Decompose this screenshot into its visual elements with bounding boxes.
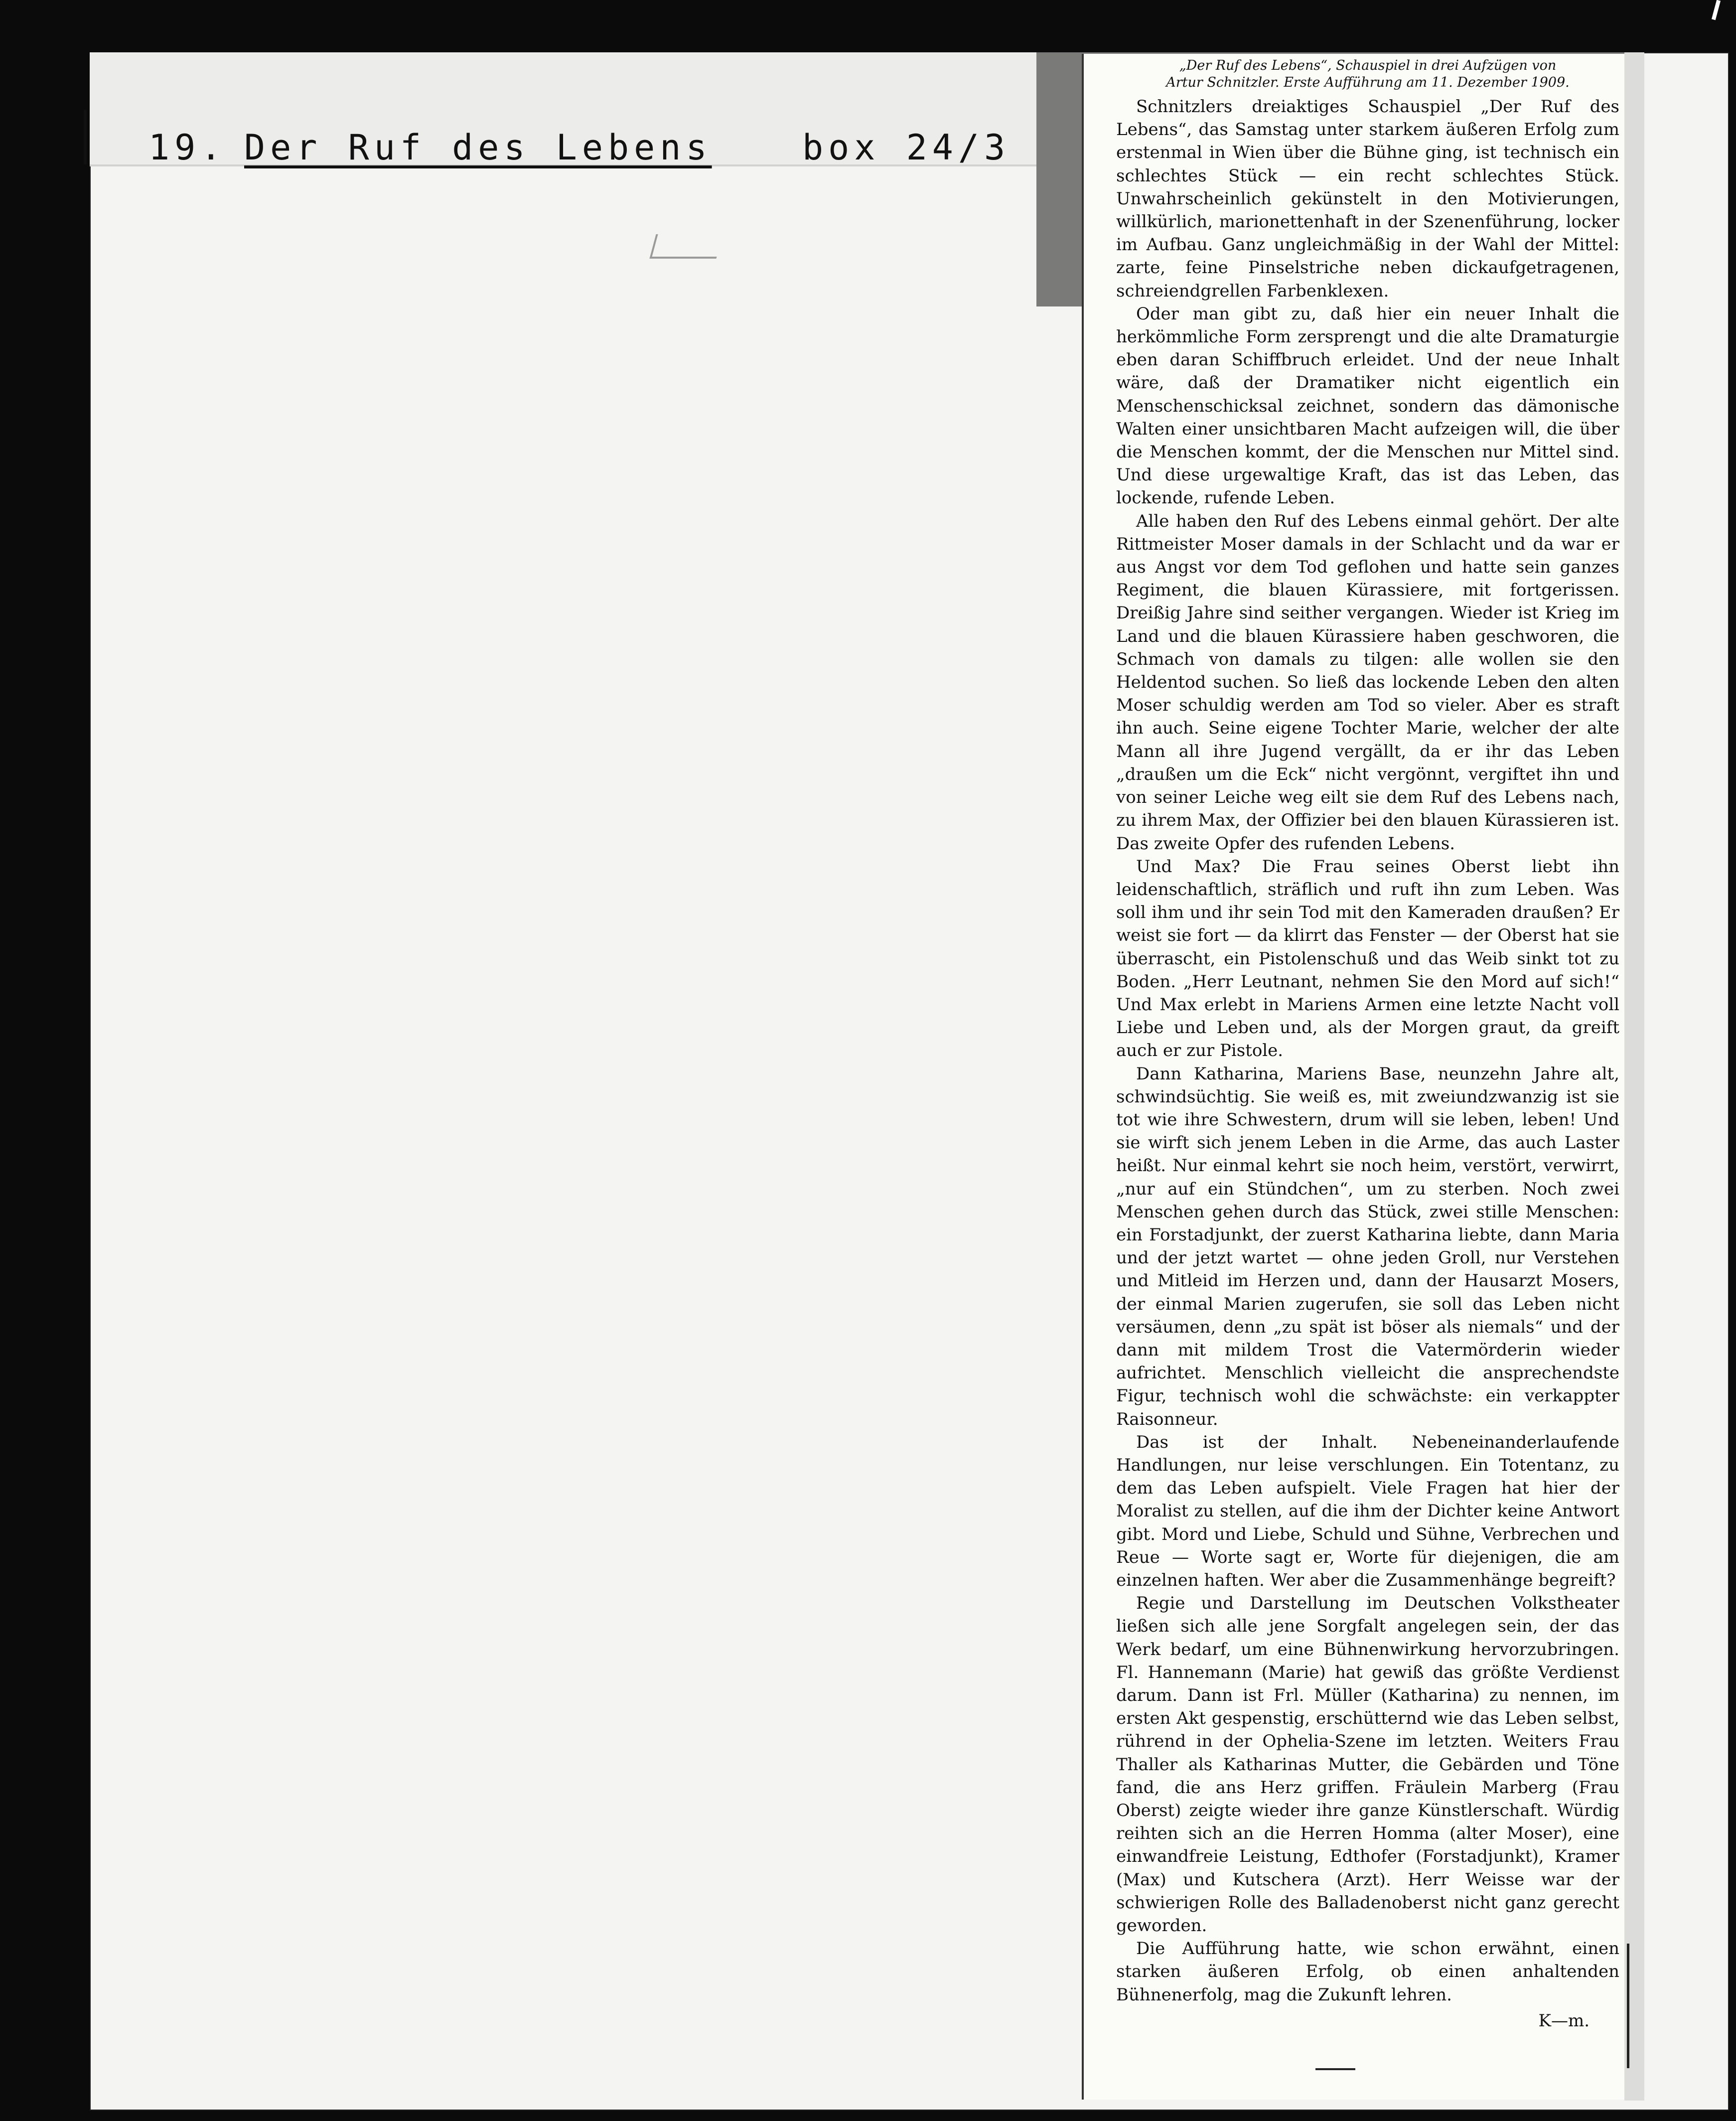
box-label: box 24/3 <box>802 127 1011 168</box>
review-paragraph: Dann Katharina, Mariens Base, neunzehn Jahre alt, schwindsüchtig. Sie weiß es, mit zweiundzwanzig ist sie tot wie ihre Schwestern, drum will sie leben, leben! Und sie wirft sich jenem Leben in die Arme, das auch Laster heißt. Nur einmal kehrt sie noch heim, verstört, verwirrt, „nur auf ein Stündchen“, um zu sterben. Noch zwei Menschen gehen durch das Stück, zwei stille Menschen: ein Forstadjunkt, der zuerst Katharina liebte, dann Maria und der jetzt wartet — ohne jeden Groll, nur Verstehen und Mitleid im Herzen und, dann der Hausarzt Mosers, der einmal Marien zugerufen, sie soll das Leben nicht versäumen, denn „zu spät ist böser als niemals“ und der dann mit mildem Trost die Vatermörderin wieder aufrichtet. Menschlich vielleicht die ansprechendste Figur, technisch wohl die schwächste: ein verkappter Raisonneur. <box>1116 1063 1619 1429</box>
pencil-mark <box>649 234 723 259</box>
clipping-text <box>1116 57 1619 2051</box>
bottom-rule <box>1315 2068 1355 2070</box>
side-rule <box>1627 1944 1629 2068</box>
header-tick-mark <box>84 110 87 164</box>
review-paragraph: Oder man gibt zu, daß hier ein neuer Inhalt die herkömmliche Form zersprengt und die alte Dramaturgie eben daran Schiffbruch erleidet. Und der neue Inhalt wäre, daß der Dramatiker nicht eigentlich ein Menschenschicksal zeichnet, sondern das dämonische Walten einer unsichtbaren Macht aufzeigen will, die über die Menschen kommt, der die Menschen nur Mittel sind. Und diese urgewaltige Kraft, das ist das Leben, das lockende, rufende Leben. <box>1116 303 1619 508</box>
review-signature: K—m. <box>1538 2010 1590 2031</box>
clipping-edge <box>1624 52 1644 2101</box>
edge-mark <box>1712 0 1721 20</box>
archive-header <box>140 127 1021 168</box>
clipping-heading-line: Artur Schnitzler. Erste Aufführung am 11. Dezember 1909. <box>1166 75 1570 90</box>
signature-row <box>1116 2009 1619 2032</box>
review-paragraph: Regie und Darstellung im Deutschen Volkstheater ließen sich alle jene Sorgfalt angelegen sein, der das Werk bedarf, um eine Bühnenwirkung hervorzubringen. Fl. Hannemann (Marie) hat gewiß das größte Verdienst darum. Dann ist Frl. Müller (Katharina) zu nennen, im ersten Akt gespenstig, erschütternd wie das Leben selbst, rührend in der Ophelia-Szene im letzten. Weiters Frau Thaller als Katharinas Mutter, die Gebärden und Töne fand, die ans Herz griffen. Fräulein Marberg (Frau Oberst) zeigte wieder ihre ganze Künstlerschaft. Würdig reihten sich an die Herren Homma (alter Moser), eine einwandfreie Leistung, Edthofer (Forstadjunkt), Kramer (Max) und Kutschera (Arzt). Herr Weisse war der schwierigen Rolle des Balladenoberst nicht ganz gerecht geworden. <box>1116 1593 1619 1936</box>
work-title: Der Ruf des Lebens <box>244 127 712 168</box>
review-paragraph: Das ist der Inhalt. Nebeneinanderlaufende Handlungen, nur leise verschlungen. Ein Totentanz, zu dem das Leben aufspielt. Viele Fragen hat hier der Moralist zu stellen, auf die ihm der Dichter keine Antwort gibt. Mord und Liebe, Schuld und Sühne, Verbrechen und Reue — Worte sagt er, Worte für diejenigen, die am einzelnen haften. Wer aber die Zusammenhänge begreift? <box>1116 1432 1619 1590</box>
clipping-heading-line: „Der Ruf des Lebens“, Schauspiel in drei Aufzügen von <box>1179 58 1557 73</box>
review-paragraph: Schnitzlers dreiaktiges Schauspiel „Der Ruf des Lebens“, das Samstag unter starkem äußeren Erfolg zum erstenmal in Wien über die Bühne ging, ist technisch ein schlechtes Stück — ein recht schlechtes Stück. Unwahrscheinlich gekünstelt in den Motivierungen, willkürlich, marionettenhaft in der Szenenführung, locker im Aufbau. Ganz ungleichmäßig in der Wahl der Mittel: zarte, feine Pinselstriche neben dickaufgetragenen, schreiendgrellen Farbenklexen. <box>1116 97 1619 301</box>
review-paragraph: Alle haben den Ruf des Lebens einmal gehört. Der alte Rittmeister Moser damals in der Schlacht und da war er aus Angst vor dem Tod geflohen und hatte sein ganzes Regiment, die blauen Kürassiere, mit fortgerissen. Dreißig Jahre sind seither vergangen. Wieder ist Krieg im Land und die blauen Kürassiere haben geschworen, die Schmach von damals zu tilgen: alle wollen sie den Heldentod suchen. So ließ das lockende Leben den alten Moser schuldig werden am Tod so vieler. Aber es straft ihn auch. Seine eigene Tochter Marie, welcher der alte Mann all ihre Jugend vergällt, da er ihr das Leben „draußen um die Eck“ nicht vergönnt, vergiftet ihn und von seiner Leiche weg eilt sie dem Ruf des Lebens nach, zu ihrem Max, der Offizier bei den blauen Kürassieren ist. Das zweite Opfer des rufenden Lebens. <box>1116 511 1619 854</box>
review-paragraph: Die Aufführung hatte, wie schon erwähnt, einen starken äußeren Erfolg, ob einen anhaltenden Bühnenerfolg, mag die Zukunft lehren. <box>1116 1939 1619 2005</box>
item-number: 19. <box>148 127 227 168</box>
review-paragraph: Und Max? Die Frau seines Oberst liebt ihn leidenschaftlich, sträflich und ruft ihn zum Leben. Was soll ihm und ihr sein Tod mit den Kameraden draußen? Er weist sie fort — da klirrt das Fenster — der Oberst hat sie überrascht, ein Pistolenschuß und das Weib sinkt tot zu Boden. „Herr Leutnant, nehmen Sie den Mord auf sich!“ Und Max erlebt in Mariens Armen eine letzte Nacht voll Liebe und Leben und, als der Morgen graut, da greift auch er zur Pistole. <box>1116 856 1619 1061</box>
